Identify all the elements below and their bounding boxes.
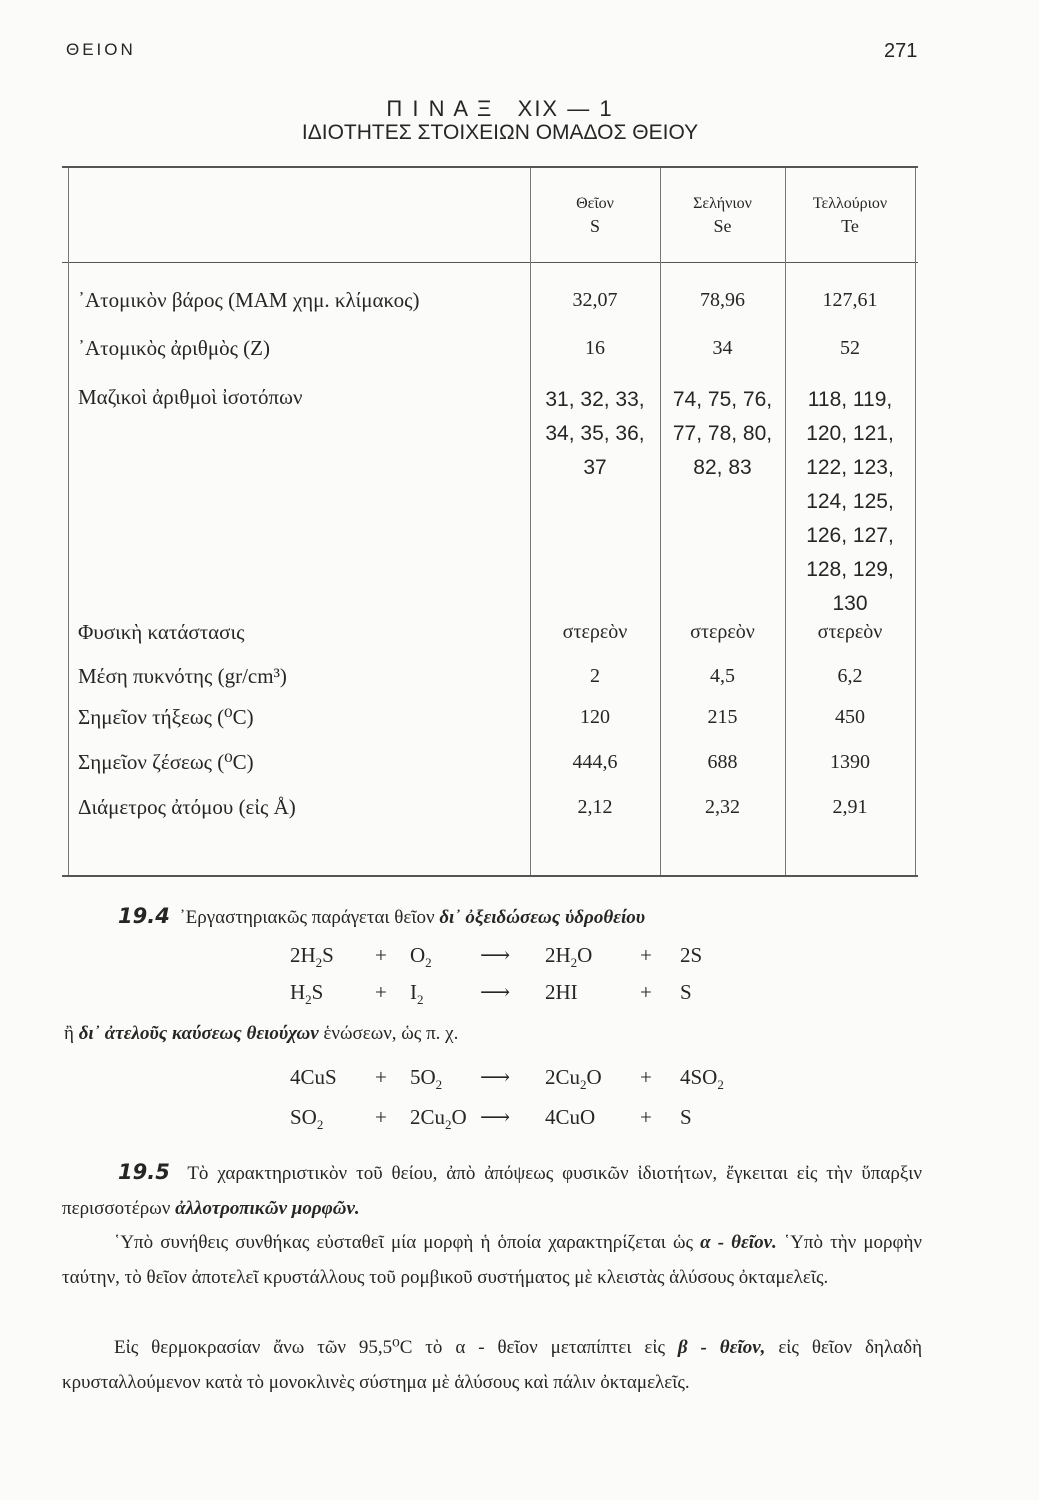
section-19-4-intro xyxy=(118,904,645,929)
table-cell: 4,5 xyxy=(710,665,735,687)
paragraph-beta-sulfur xyxy=(62,1330,922,1400)
reaction-arrow: ⟶ xyxy=(480,1065,511,1089)
formula-text: S xyxy=(680,980,692,1004)
subscript: 2 xyxy=(570,955,578,971)
formula-text: I xyxy=(410,980,417,1004)
subscript: 2 xyxy=(435,1077,443,1093)
subscript: 2 xyxy=(580,1077,587,1093)
plus-sign: + xyxy=(375,943,387,967)
row-label: Μαζικοὶ ἀριθμοὶ ἰσοτόπων xyxy=(78,385,303,409)
table-cell: 215 xyxy=(707,706,738,728)
formula-text: S xyxy=(322,943,334,967)
column-symbol: Se xyxy=(713,216,732,236)
subscript: 2 xyxy=(417,992,424,1008)
table-cell: στερεὸν xyxy=(690,621,755,643)
table-cell: 6,2 xyxy=(837,665,863,687)
chemical-species xyxy=(290,1065,337,1090)
table-cell: 2 xyxy=(590,665,600,687)
table-cell: 1390 xyxy=(830,751,870,773)
table-title: Π Ι Ν Α Ξ XIX — 1 xyxy=(386,96,614,121)
paragraph-text: Εἰς θερμοκρασίαν ἄνω τῶν 95,5⁰C τὸ α - θεῖον μεταπίπτει εἰς xyxy=(114,1337,665,1358)
formula-text: O xyxy=(410,943,426,967)
intro-text: ᾿Εργαστηριακῶς παράγεται θεῖον xyxy=(179,907,435,928)
row-label: Φυσικὴ κατάστασις xyxy=(78,620,245,644)
formula-text: 4CuS xyxy=(290,1065,337,1089)
plus-sign: + xyxy=(640,980,652,1004)
section-number: 19.4 xyxy=(118,904,170,928)
paragraph-emphasis: ἀλλοτροπικῶν μορφῶν. xyxy=(175,1198,360,1219)
row-label: ᾿Ατομικὸν βάρος (ΜΑΜ χημ. κλίμακος) xyxy=(78,288,420,312)
chemical-species xyxy=(410,943,432,971)
formula-text: SO xyxy=(290,1105,317,1129)
chemical-species xyxy=(290,1105,323,1133)
section-number: 19.5 xyxy=(118,1160,170,1184)
combustion-emphasis: δι᾿ ἀτελοῦς καύσεως θειούχων xyxy=(78,1023,319,1044)
isotope-line: 120, 121, xyxy=(806,422,894,445)
column-name: Τελλούριον xyxy=(812,195,888,212)
row-label: Σημεῖον τήξεως (⁰C) xyxy=(78,705,254,729)
chemical-species xyxy=(680,1065,724,1093)
row-label: Διάμετρος ἀτόμου (εἰς Å) xyxy=(78,795,296,819)
plus-sign: + xyxy=(375,1065,387,1089)
isotope-line: 77, 78, 80, xyxy=(672,422,773,445)
chemical-species xyxy=(545,1105,595,1130)
table-cell: 120 xyxy=(580,706,610,728)
table-cell: 2,91 xyxy=(832,796,868,818)
formula-text: 2Cu xyxy=(545,1065,581,1089)
page-number: 271 xyxy=(884,40,918,62)
isotope-line: 74, 75, 76, xyxy=(672,388,773,411)
reaction-arrow: ⟶ xyxy=(480,1105,511,1129)
isotope-line: 124, 125, xyxy=(806,490,894,513)
paragraph-allotropes xyxy=(62,1155,922,1226)
table-cell: 688 xyxy=(707,751,738,773)
isotope-line: 82, 83 xyxy=(693,456,752,479)
table-cell: 2,32 xyxy=(705,796,740,818)
table-cell: 127,61 xyxy=(822,289,878,311)
formula-text: 4SO xyxy=(680,1065,718,1089)
isotope-line: 128, 129, xyxy=(806,558,894,581)
formula-text: S xyxy=(311,980,324,1004)
plus-sign: + xyxy=(640,943,652,967)
isotope-line: 122, 123, xyxy=(806,456,894,479)
table-cell xyxy=(660,383,785,485)
subscript: 2 xyxy=(315,955,323,971)
formula-text: 2H xyxy=(545,943,571,967)
table-cell: 34 xyxy=(712,337,733,359)
table-cell: 32,07 xyxy=(572,289,618,311)
table-cell: 78,96 xyxy=(700,289,745,311)
paragraph-text: εἰς θεῖον δηλαδὴ κρυσταλλούμενον κατὰ τὸ μονοκλινὲς σύστημα μὲ ἁλύσους καὶ πάλιν ὀκταμελεῖς. xyxy=(62,1337,922,1393)
chemical-species xyxy=(410,1065,442,1093)
paragraph-alpha-sulfur xyxy=(62,1225,922,1295)
plus-sign: + xyxy=(375,1105,387,1129)
table-border-right xyxy=(915,168,916,875)
plus-sign: + xyxy=(375,980,387,1004)
table-cell: 2,12 xyxy=(577,796,613,818)
isotope-line: 126, 127, xyxy=(806,524,894,547)
running-title: ΘΕΙΟΝ xyxy=(66,40,136,59)
paragraph-text: Τὸ χαρακτηριστικὸν τοῦ θείου, ἀπὸ ἀπόψεως φυσικῶν ἰδιοτήτων, ἔγκειται εἰς τὴν ὕπαρξιν περισσοτέρων xyxy=(62,1163,922,1219)
paragraph-emphasis: α - θεῖον. xyxy=(700,1232,777,1253)
subscript: 2 xyxy=(717,1077,724,1093)
isotope-line: 37 xyxy=(583,456,607,479)
table-cell: 52 xyxy=(840,337,860,359)
header-rule xyxy=(62,262,918,263)
paragraph-text: ῾Υπὸ τὴν μορφὴν ταύτην, τὸ θεῖον ἀποτελεῖ κρυστάλλους τοῦ ρομβικοῦ συστήματος μὲ κλειστὰς ἁλύσους ὀκταμελεῖς. xyxy=(62,1232,923,1288)
isotope-line: 130 xyxy=(832,592,868,615)
chemical-species xyxy=(545,980,578,1005)
formula-text: 5O xyxy=(410,1065,436,1089)
chemical-species xyxy=(680,980,692,1005)
plus-sign: + xyxy=(640,1105,652,1129)
table-bottom-rule xyxy=(62,875,918,877)
row-label: Σημεῖον ζέσεως (⁰C) xyxy=(78,750,254,774)
chemical-species xyxy=(290,980,323,1008)
table-border-left xyxy=(68,168,69,875)
column-symbol: S xyxy=(589,216,600,236)
reaction-arrow: ⟶ xyxy=(480,943,511,967)
table-cell xyxy=(785,383,915,621)
isotope-line: 34, 35, 36, xyxy=(545,422,645,445)
table-cell: στερεὸν xyxy=(562,621,628,643)
table-cell: στερεὸν xyxy=(817,621,883,643)
chemical-species xyxy=(545,943,592,971)
plus-sign: + xyxy=(640,1065,652,1089)
table-cell: 444,6 xyxy=(572,751,618,773)
formula-text: S xyxy=(680,1105,692,1129)
chemical-species xyxy=(410,1105,467,1133)
subscript: 2 xyxy=(316,1117,324,1133)
intro-emphasis: δι᾿ ὀξειδώσεως ὑδροθείου xyxy=(439,907,646,928)
column-name: Θεῖον xyxy=(576,195,614,212)
isotope-line: 31, 32, 33, xyxy=(545,388,645,411)
formula-text: 2S xyxy=(680,943,703,967)
table-cell: 16 xyxy=(585,337,605,359)
combustion-tail: ἑνώσεων, ὡς π. χ. xyxy=(323,1023,459,1044)
combustion-sentence xyxy=(64,1023,458,1045)
chemical-species xyxy=(545,1065,602,1093)
row-label: Μέση πυκνότης (gr/cm³) xyxy=(78,664,287,688)
column-name: Σελήνιον xyxy=(693,195,752,212)
table-cell: 450 xyxy=(835,706,865,728)
column-header-selenium xyxy=(660,192,785,238)
subscript: 2 xyxy=(445,1117,452,1133)
table-subtitle: ΙΔΙΟΤΗΤΕΣ ΣΤΟΙΧΕΙΩΝ ΟΜΑΔΟΣ ΘΕΙΟΥ xyxy=(301,121,699,144)
formula-text: 4CuO xyxy=(545,1105,596,1129)
table-cell xyxy=(530,383,660,485)
paragraph-emphasis: β - θεῖον, xyxy=(677,1337,766,1358)
chemical-species xyxy=(680,943,702,968)
column-header-tellurium xyxy=(785,192,915,238)
chemical-species xyxy=(410,980,424,1008)
column-symbol: Te xyxy=(841,216,859,236)
chemical-species xyxy=(680,1105,692,1130)
chemical-species xyxy=(290,943,334,971)
reaction-arrow: ⟶ xyxy=(480,980,511,1004)
formula-text: O xyxy=(451,1105,467,1129)
row-label: ᾿Ατομικὸς ἀριθμὸς (Z) xyxy=(78,336,270,360)
formula-text: O xyxy=(586,1065,602,1089)
column-header-sulfur xyxy=(530,192,660,238)
subscript: 2 xyxy=(305,992,312,1008)
paragraph-text: ῾Υπὸ συνήθεις συνθήκας εὐσταθεῖ μία μορφὴ ἡ ὁποία χαρακτηρίζεται ὡς xyxy=(114,1232,694,1253)
formula-text: 2Cu xyxy=(410,1105,446,1129)
formula-text: 2HI xyxy=(545,980,578,1004)
formula-text: H xyxy=(290,980,306,1004)
formula-text: O xyxy=(577,943,593,967)
formula-text: 2H xyxy=(290,943,316,967)
isotope-line: 118, 119, xyxy=(807,388,893,411)
table-top-rule xyxy=(62,166,918,168)
subscript: 2 xyxy=(425,955,432,971)
or-text: ἢ xyxy=(64,1023,74,1044)
